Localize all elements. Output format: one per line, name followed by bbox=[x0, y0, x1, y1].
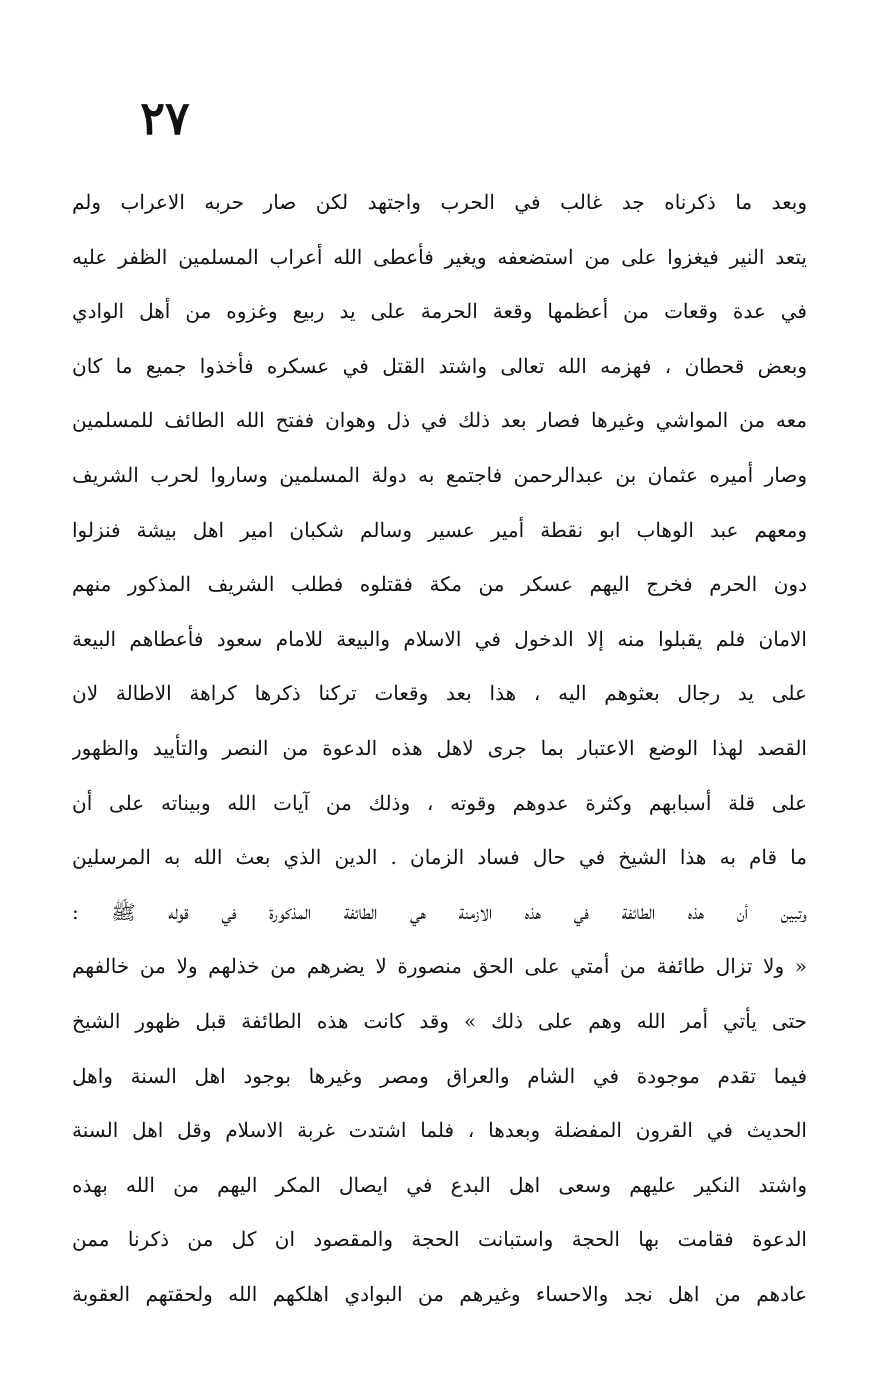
text-line: على يد رجال بعثوهم اليه ، هذا بعد وقعات تركنا ذكرها كراهة الاطالة لان bbox=[72, 681, 807, 706]
text-line: معه من المواشي وغيرها فصار بعد ذلك في ذل وهوان ففتح الله الطائف للمسلمين bbox=[72, 408, 807, 433]
text-line: وبعد ما ذكرناه جد غالب في الحرب واجتهد لكن صار حربه الاعراب ولم bbox=[72, 190, 807, 214]
page-number: ٢٧ bbox=[140, 91, 190, 145]
text-line: الحديث في القرون المفضلة وبعدها ، فلما اشتدت غربة الاسلام وقل اهل السنة bbox=[72, 1118, 807, 1143]
text-line: على قلة أسبابهم وكثرة عدوهم وقوته ، وذلك من آيات الله وبيناته على أن bbox=[72, 790, 807, 815]
text-line: الامان فلم يقبلوا منه إلا الدخول في الاسلام والبيعة للامام سعود فأعطاهم البيعة bbox=[72, 626, 807, 651]
text-line: في عدة وقعات من أعظمها وقعة الحرمة على يد ربيع وغزوه من أهل الوادي bbox=[72, 299, 807, 324]
text-line: دون الحرم فخرج اليهم عسكر من مكة فقتلوه فطلب الشريف المذكور منهم bbox=[72, 572, 807, 597]
text-line: الدعوة فقامت بها الحجة واستبانت الحجة والمقصود ان كل من ذكرنا ممن bbox=[72, 1227, 807, 1252]
text-line: القصد لهذا الوضع الاعتبار بما جرى لاهل هذه الدعوة من النصر والتأييد والظهور bbox=[72, 735, 807, 760]
text-line: عادهم من اهل نجد والاحساء وغيرهم من البوادي اهلكهم الله ولحقتهم العقوبة bbox=[72, 1281, 807, 1306]
text-line: « ولا تزال طائفة من أمتي على الحق منصورة لا يضرهم من خذلهم ولا من خالفهم bbox=[72, 954, 807, 979]
text-line: فيما تقدم موجودة في الشام والعراق ومصر وغيرها بوجود اهل السنة واهل bbox=[72, 1063, 807, 1088]
text-line: وتبين أن هذه الطائفة في هذه الازمنة هي الطائفة المذكورة في قوله ﷺ : bbox=[72, 899, 807, 924]
text-line: وصار أميره عثمان بن عبدالرحمن فاجتمع به دولة المسلمين وساروا لحرب الشريف bbox=[72, 462, 807, 487]
body-text bbox=[72, 175, 807, 1321]
text-line: يتعد النير فيغزوا على من استضعفه ويغير فأعطى الله أعراب المسلمين الظفر عليه bbox=[72, 244, 807, 269]
text-line: ما قام به هذا الشيخ في حال فساد الزمان . الدين الذي بعث الله به المرسلين bbox=[72, 845, 807, 870]
text-line: ومعهم عبد الوهاب ابو نقطة أمير عسير وسالم شكبان امير اهل بيشة فنزلوا bbox=[72, 517, 807, 542]
text-line: حتى يأتي أمر الله وهم على ذلك » وقد كانت هذه الطائفة قبل ظهور الشيخ bbox=[72, 1008, 807, 1033]
text-line: واشتد النكير عليهم وسعى اهل البدع في ايصال المكر اليهم من الله بهذه bbox=[72, 1172, 807, 1197]
text-line: وبعض قحطان ، فهزمه الله تعالى واشتد القتل في عسكره فأخذوا جميع ما كان bbox=[72, 353, 807, 378]
